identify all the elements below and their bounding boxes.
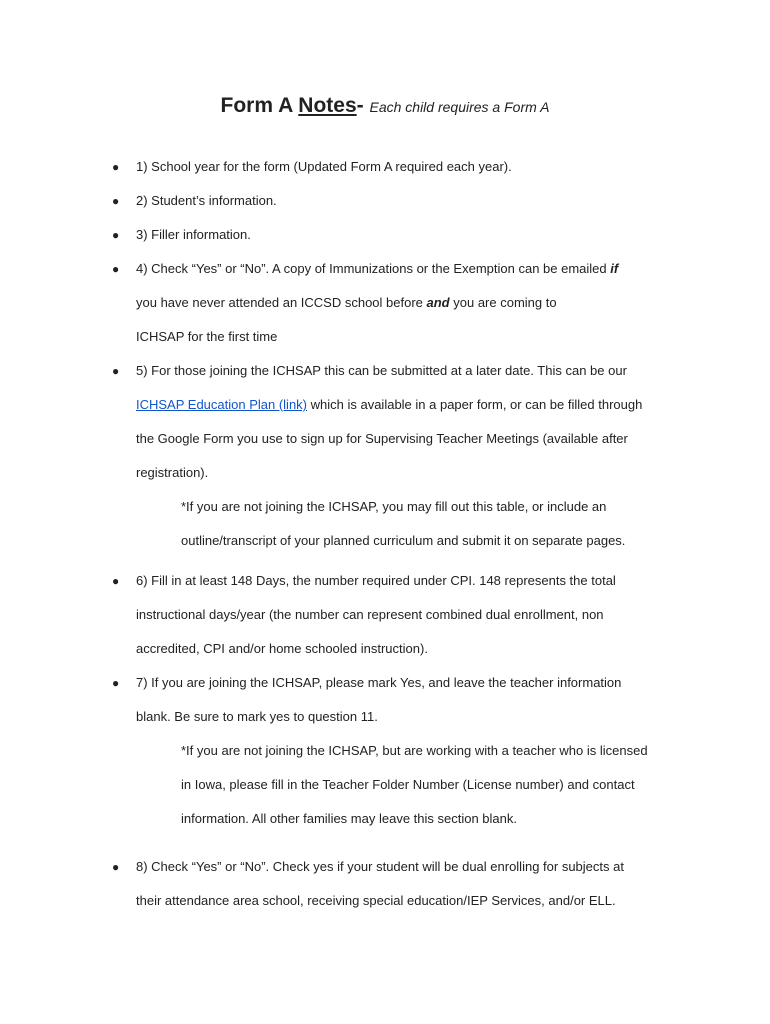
bullet-4: ● bbox=[112, 262, 120, 276]
item-4-line-3: ICHSAP for the first time bbox=[136, 329, 278, 344]
item-5-line-2-post: which is available in a paper form, or can be filled through bbox=[307, 397, 643, 412]
title-subtitle: Each child requires a Form A bbox=[369, 99, 550, 115]
item-2-line-1: 2) Student’s information. bbox=[136, 193, 277, 208]
item-7-line-2: blank. Be sure to mark yes to question 11. bbox=[136, 709, 378, 724]
item-7-line-1: 7) If you are joining the ICHSAP, please mark Yes, and leave the teacher information bbox=[136, 675, 622, 690]
item-6-line-3: accredited, CPI and/or home schooled instruction). bbox=[136, 641, 428, 656]
item-6-line-1: 6) Fill in at least 148 Days, the number required under CPI. 148 represents the total bbox=[136, 573, 616, 588]
bullet-8: ● bbox=[112, 860, 120, 874]
education-plan-link[interactable]: ICHSAP Education Plan (link) bbox=[136, 397, 308, 412]
item-3-line-1: 3) Filler information. bbox=[136, 227, 251, 242]
item-8-line-2: their attendance area school, receiving special education/IEP Services, and/or ELL. bbox=[136, 893, 616, 908]
bullet-7: ● bbox=[112, 676, 120, 690]
bullet-1: ● bbox=[112, 160, 120, 174]
page-title bbox=[0, 94, 770, 118]
bullet-2: ● bbox=[112, 194, 120, 208]
item-4-line-1 bbox=[136, 261, 618, 276]
item-4-line-2-post: you are coming to bbox=[449, 295, 557, 310]
bullet-5: ● bbox=[112, 364, 120, 378]
item-4-line-2-pre: you have never attended an ICCSD school before bbox=[136, 295, 427, 310]
item-7-note-line-1: *If you are not joining the ICHSAP, but are working with a teacher who is licensed bbox=[181, 743, 648, 758]
item-4-line-2 bbox=[136, 295, 557, 310]
item-1-line-1: 1) School year for the form (Updated Form A required each year). bbox=[136, 159, 512, 174]
title-notes: Notes bbox=[298, 94, 357, 117]
item-4-line-1-text: 4) Check “Yes” or “No”. A copy of Immunizations or the Exemption can be emailed bbox=[136, 261, 611, 276]
item-5-note-line-2: outline/transcript of your planned curriculum and submit it on separate pages. bbox=[181, 533, 626, 548]
item-7-note-line-2: in Iowa, please fill in the Teacher Folder Number (License number) and contact bbox=[181, 777, 635, 792]
item-5-line-3: the Google Form you use to sign up for Supervising Teacher Meetings (available after bbox=[136, 431, 628, 446]
item-7-note-line-3: information. All other families may leave this section blank. bbox=[181, 811, 517, 826]
item-5-line-4: registration). bbox=[136, 465, 209, 480]
bullet-6: ● bbox=[112, 574, 120, 588]
item-5-line-2 bbox=[136, 397, 642, 412]
item-6-line-2: instructional days/year (the number can represent combined dual enrollment, non bbox=[136, 607, 604, 622]
item-5-note-line-1: *If you are not joining the ICHSAP, you may fill out this table, or include an bbox=[181, 499, 607, 514]
bullet-3: ● bbox=[112, 228, 120, 242]
item-4-emph-if: if bbox=[610, 261, 619, 276]
title-main: Form A bbox=[220, 94, 299, 117]
item-4-emph-and: and bbox=[426, 295, 450, 310]
item-5-line-1: 5) For those joining the ICHSAP this can be submitted at a later date. This can be our bbox=[136, 363, 627, 378]
title-dash: - bbox=[356, 94, 370, 117]
item-8-line-1: 8) Check “Yes” or “No”. Check yes if your student will be dual enrolling for subjects at bbox=[136, 859, 624, 874]
